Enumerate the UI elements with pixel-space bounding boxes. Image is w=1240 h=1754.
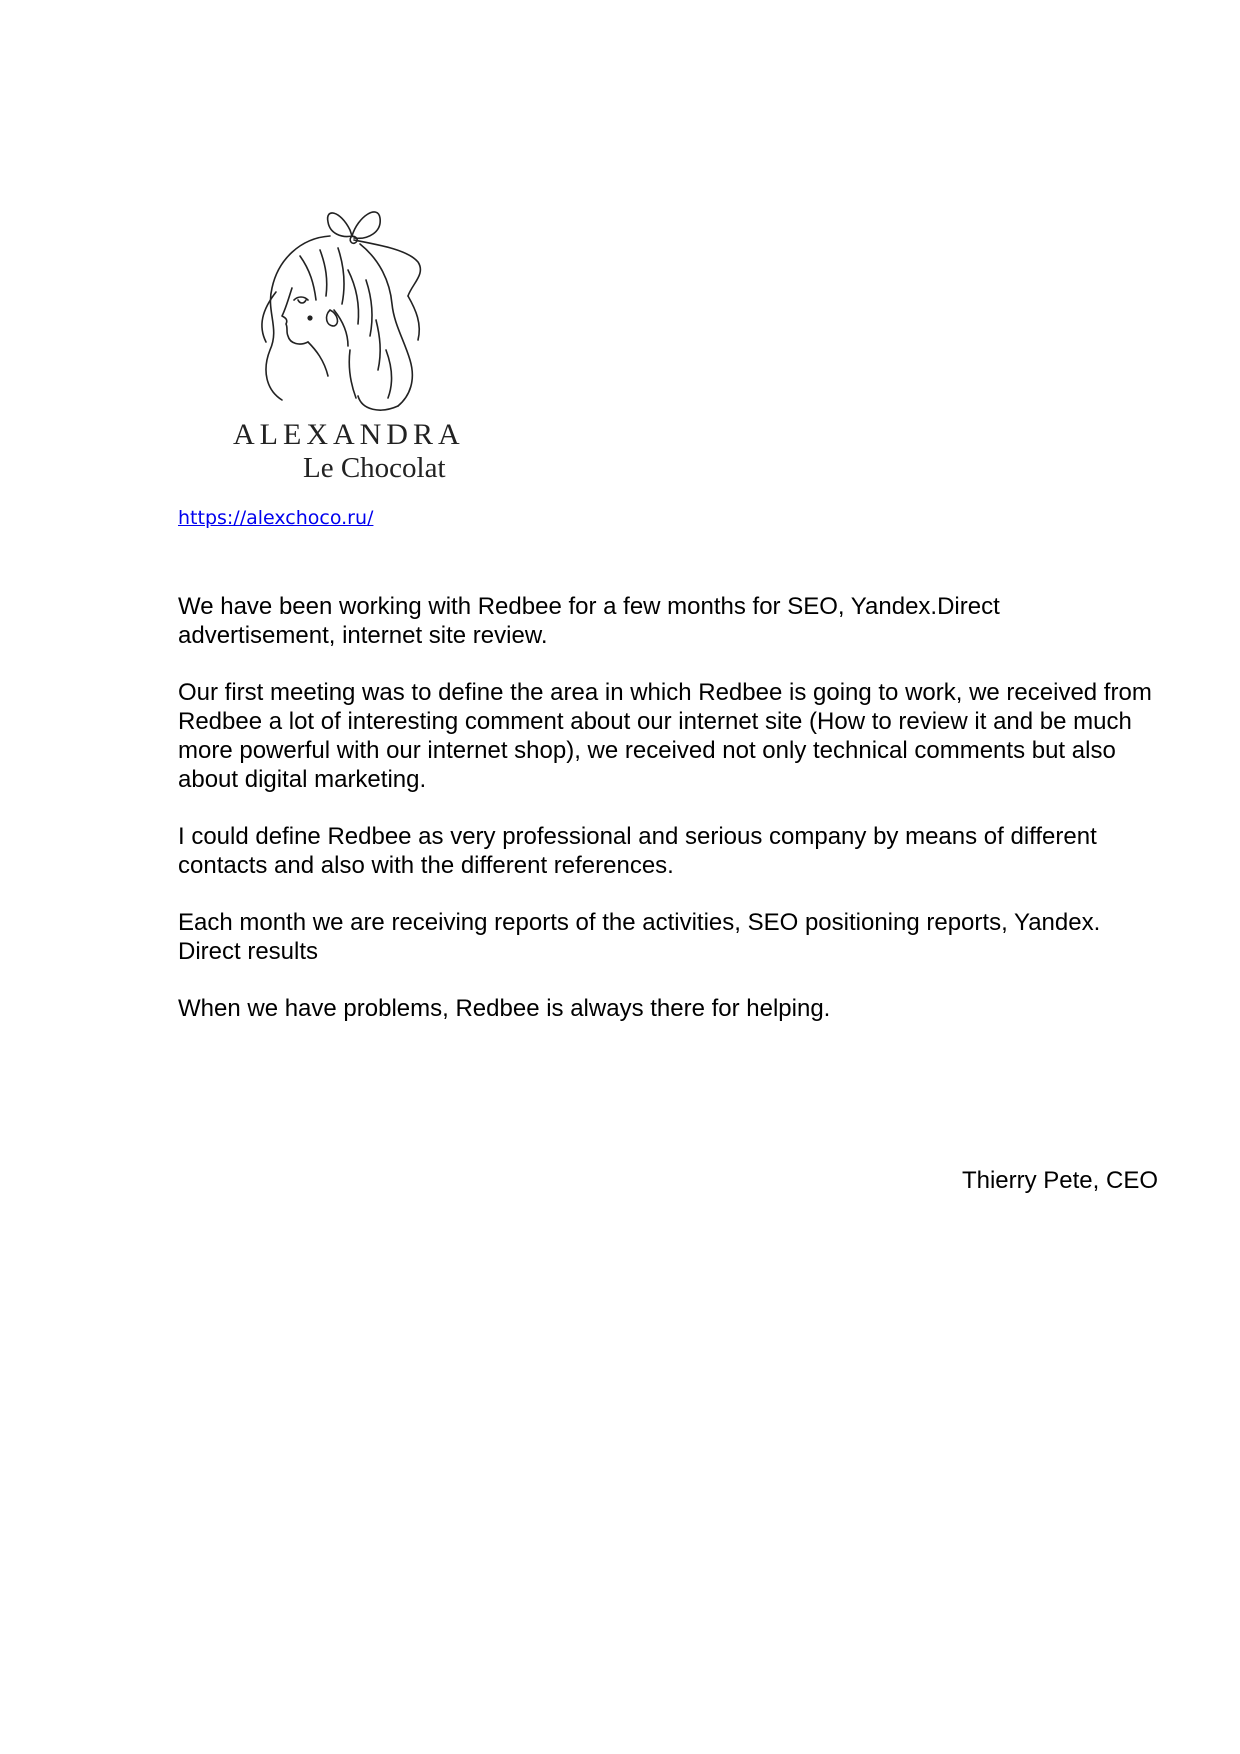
letter-paragraph: When we have problems, Redbee is always there for helping. (178, 995, 831, 1022)
logo-name: ALEXANDRA (233, 418, 465, 451)
girl-with-bow-icon (230, 200, 460, 415)
company-logo (230, 200, 465, 484)
letter-paragraph: We have been working with Redbee for a few months for SEO, Yandex.Direct advertisement, internet site review. (178, 593, 1000, 649)
logo-subtitle: Le Chocolat (303, 452, 446, 484)
letter-paragraph: Each month we are receiving reports of the activities, SEO positioning reports, Yandex. Direct results (178, 909, 1101, 965)
website-link[interactable]: https://alexchoco.ru/ (178, 507, 374, 529)
signature: Thierry Pete, CEO (961, 1167, 1158, 1194)
letter-paragraph: I could define Redbee as very professional and serious company by means of different contacts and also with the different references. (178, 823, 1097, 879)
letter-paragraph: Our first meeting was to define the area in which Redbee is going to work, we received from Redbee a lot of interesting comment about our internet site (How to review it and be much more powerful with our internet shop), we received not only technical comments but also about digital marketing. (178, 679, 1152, 793)
